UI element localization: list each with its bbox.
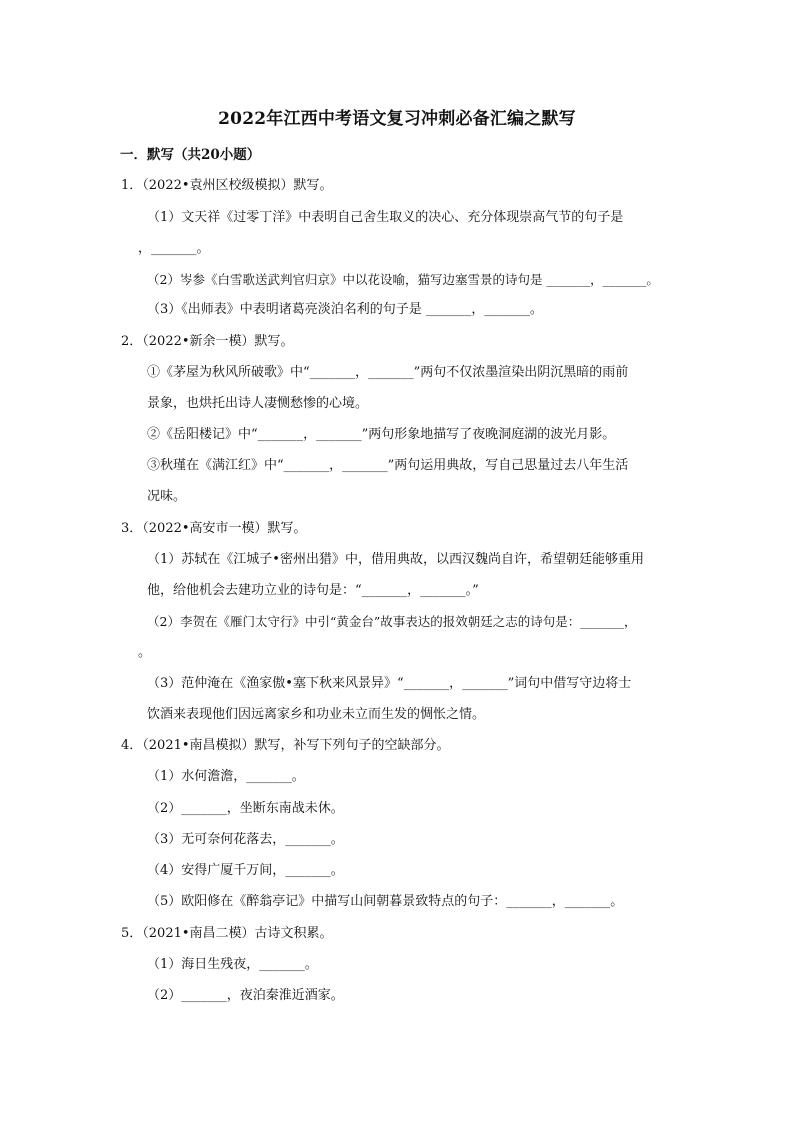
question-1-line-1: （1）文天祥《过零丁洋》中表明自己舍生取义的决心、充分体现崇高气节的句子是 bbox=[147, 210, 624, 225]
question-2-line-4: ③秋瑾在《满江红》中“_______，_______”两句运用典故，写自己思量过去八年生活 bbox=[147, 458, 629, 473]
question-1-header: 1．（2022•袁州区校级模拟）默写。 bbox=[121, 178, 333, 193]
question-3-line-6: 饮酒来表现他们因远离家乡和功业未立而生发的惆怅之情。 bbox=[147, 707, 486, 722]
question-1-line-2: ，_______。 bbox=[138, 241, 210, 256]
question-3-line-3: （2）李贺在《雁门太守行》中引“黄金台”故事表达的报效朝廷之志的诗句是：_______， bbox=[147, 614, 637, 629]
question-1-line-3: （2）岑参《白雪歌送武判官归京》中以花设喻，猫写边塞雪景的诗句是 _______，_______。 bbox=[147, 272, 659, 287]
question-5-header: 5．（2021•南昌二模）古诗文积累。 bbox=[121, 926, 333, 941]
question-3-header: 3．（2022•高安市一模）默写。 bbox=[121, 521, 307, 536]
question-2-line-2: 景象，也烘托出诗人凄恻愁惨的心境。 bbox=[147, 396, 369, 411]
document-title: 2022年江西中考语文复习冲刺必备汇编之默写 bbox=[218, 109, 576, 129]
question-2-line-5: 况味。 bbox=[147, 489, 187, 504]
question-1-line-4: （3）《出师表》中表明诸葛亮淡泊名利的句子是 _______，_______。 bbox=[147, 302, 543, 317]
question-3-line-5: （3）范仲淹在《渔家傲•塞下秋来风景异》“_______，_______”词句中借写守边将士 bbox=[147, 676, 632, 691]
question-2-line-1: ①《茅屋为秋风所破歌》中“_______，_______”两句不仅浓墨渲染出阴沉黑暗的雨前 bbox=[147, 365, 629, 380]
question-4-line-4: （4）安得广厦千万间，_______。 bbox=[147, 863, 344, 878]
section-heading: 一．默写（共20小题） bbox=[120, 147, 261, 163]
question-3-line-2: 他，给他机会去建功立业的诗句是：“_______，_______。” bbox=[147, 583, 479, 598]
question-2-header: 2．（2022•新余一模）默写。 bbox=[121, 334, 294, 349]
question-5-line-1: （1）海日生残夜，_______。 bbox=[147, 957, 318, 972]
question-5-line-2: （2）_______，夜泊秦淮近酒家。 bbox=[147, 988, 344, 1003]
question-4-line-1: （1）水何澹澹，_______。 bbox=[147, 769, 305, 784]
question-3-line-1: （1）苏轼在《江城子•密州出猎》中，借用典故，以西汉魏尚自许，希望朝廷能够重用 bbox=[147, 552, 644, 567]
question-4-line-5: （5）欧阳修在《醉翁亭记》中描写山间朝暮景致特点的句子：_______，_______。 bbox=[147, 894, 624, 909]
question-3-line-4: 。 bbox=[138, 645, 152, 660]
question-4-line-3: （3）无可奈何花落去，_______。 bbox=[147, 832, 344, 847]
question-2-line-3: ②《岳阳楼记》中“_______，_______”两句形象地描写了夜晚洞庭湖的波光月影。 bbox=[147, 427, 616, 442]
question-4-header: 4．（2021•南昌模拟）默写，补写下列句子的空缺部分。 bbox=[121, 738, 450, 753]
question-4-line-2: （2）_______，坐断东南战未休。 bbox=[147, 801, 344, 816]
